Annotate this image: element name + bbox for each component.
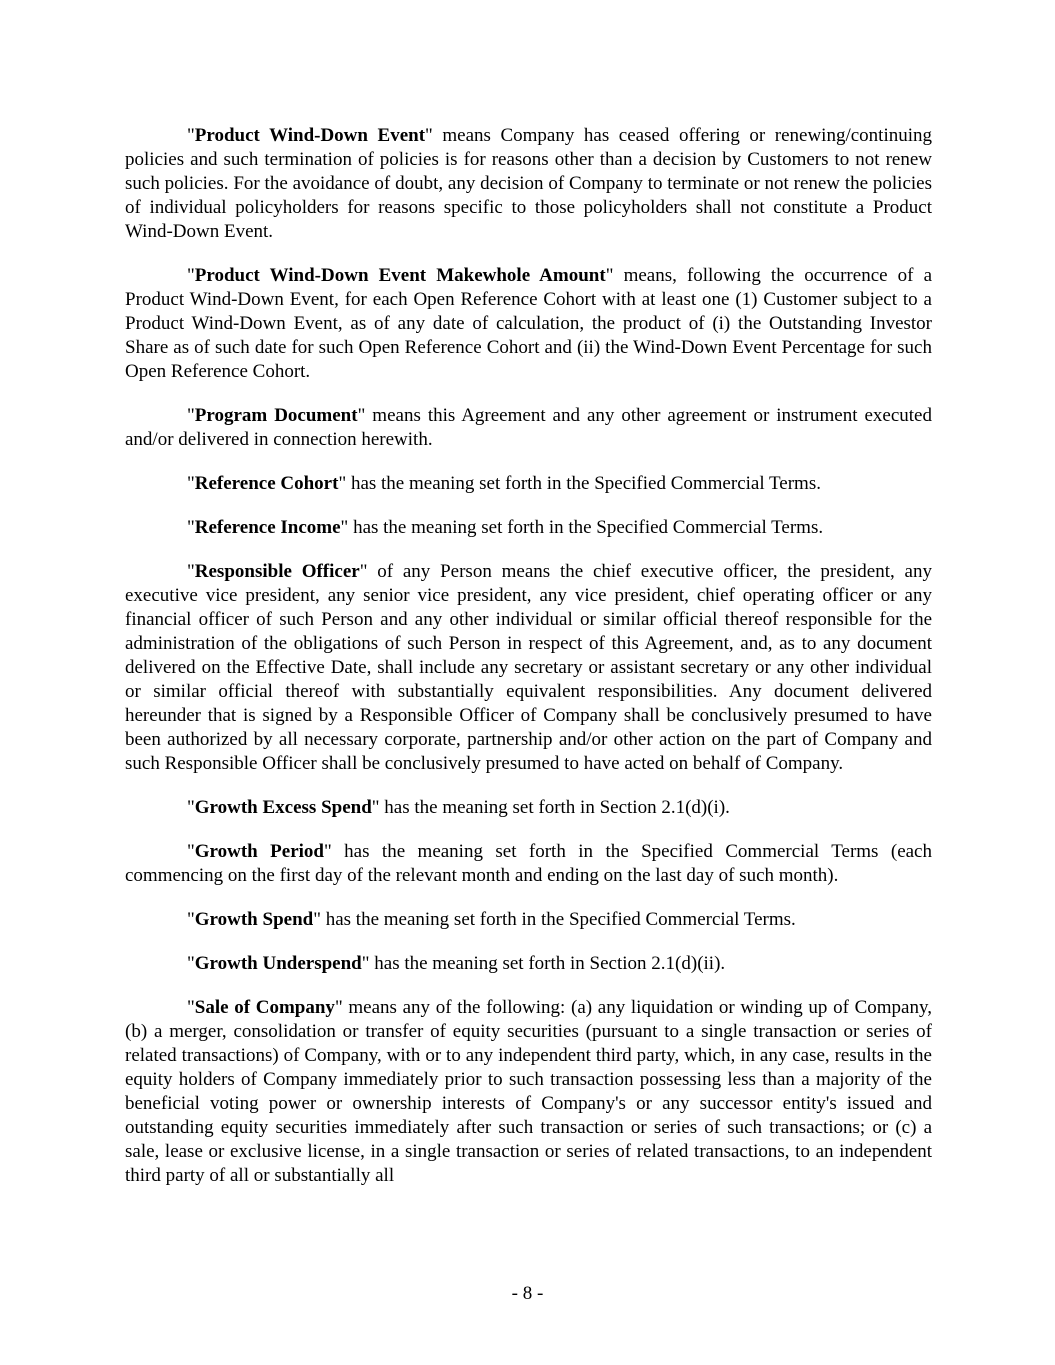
definition-text: has the meaning set forth in Section 2.1(d)(i).	[379, 797, 730, 818]
definition-text: has the meaning set forth in the Specified Commercial Terms.	[320, 909, 796, 930]
document-body	[125, 124, 932, 1208]
definition-paragraph: "Product Wind-Down Event" means Company has ceased offering or renewing/continuing policies and such termination of policies is for reasons other than a decision by Customers to not renew such policies. For the avoidance of doubt, any decision of Company to terminate or not renew the policies of individual policyholders for reasons specific to those policyholders shall not constitute a Product Wind-Down Event.	[125, 125, 933, 242]
defined-term: Reference Income	[194, 517, 341, 538]
definition-text: of any Person means the chief executive officer, the president, any executive vice president, any senior vice president, any vice president, chief operating officer or any financial officer of such Person and any other individual or similar official thereof responsible for the administration of the obligations of such Person in respect of this Agreement, and, as to any document delivered on the Effective Date, shall include any secretary or assistant secretary or any other individual or similar official thereof with substantially equivalent responsibilities. Any document delivered hereunder that is signed by a Responsible Officer of Company shall be conclusively presumed to have been authorized by all necessary corporate, partnership and/or other action on the part of Company and such Responsible Officer shall be conclusively presumed to have acted on behalf of Company.	[125, 561, 932, 774]
definition-paragraph: "Product Wind-Down Event Makewhole Amount" means, following the occurrence of a Product Wind-Down Event, for each Open Reference Cohort with at least one (1) Customer subject to a Product Wind-Down Event, as of any date of calculation, the product of (i) the Outstanding Investor Share as of such date for such Open Reference Cohort and (ii) the Wind-Down Event Percentage for such Open Reference Cohort.	[125, 265, 933, 382]
definition-paragraph: "Program Document" means this Agreement and any other agreement or instrument executed and/or delivered in connection herewith.	[125, 405, 932, 450]
definition-text: means this Agreement and any other agreement or instrument executed and/or delivered in connection herewith.	[125, 405, 932, 450]
defined-term: Sale of Company	[194, 997, 335, 1018]
definition-paragraph: "Growth Excess Spend" has the meaning set forth in Section 2.1(d)(i).	[187, 797, 730, 818]
definition-paragraph: "Growth Period" has the meaning set forth in the Specified Commercial Terms (each commencing on the first day of the relevant month and ending on the last day of such month).	[125, 841, 932, 886]
defined-term: Growth Spend	[194, 909, 314, 930]
definition-paragraph: "Reference Income" has the meaning set forth in the Specified Commercial Terms.	[187, 517, 824, 538]
definition-paragraph: "Growth Underspend" has the meaning set forth in Section 2.1(d)(ii).	[187, 953, 726, 974]
definition-text: has the meaning set forth in the Specified Commercial Terms.	[346, 473, 821, 494]
defined-term: Growth Period	[194, 841, 324, 862]
definition-text: means Company has ceased offering or renewing/continuing policies and such termination of policies is for reasons other than a decision by Customers to not renew such policies. For the avoidance of doubt, any decision of Company to terminate or not renew the policies of individual policyholders for reasons specific to those policyholders shall not constitute a Product Wind-Down Event.	[125, 125, 933, 242]
definition-paragraph: "Sale of Company" means any of the following: (a) any liquidation or winding up of Company, (b) a merger, consolidation or transfer of equity securities (pursuant to a single transaction or series of related transactions) of Company, with or to any independent third party, which, in any case, results in the equity holders of Company immediately prior to such transaction possessing less than a majority of the beneficial voting power or ownership interests of Company's or any successor entity's issued and outstanding equity securities immediately after such transaction or series of such transactions; or (c) a sale, lease or exclusive license, in a single transaction or series of related transactions, to an independent third party of all or substantially all	[125, 997, 932, 1186]
definition-text: has the meaning set forth in the Specified Commercial Terms (each commencing on the first day of the relevant month and ending on the last day of such month).	[125, 841, 932, 886]
definition-text: has the meaning set forth in Section 2.1(d)(ii).	[369, 953, 726, 974]
page-number: - 8 -	[511, 1283, 544, 1304]
defined-term: Product Wind-Down Event	[194, 125, 426, 146]
definition-text: means, following the occurrence of a Product Wind-Down Event, for each Open Reference Cohort with at least one (1) Customer subject to a Product Wind-Down Event, as of any date of calculation, the product of (i) the Outstanding Investor Share as of such date for such Open Reference Cohort and (ii) the Wind-Down Event Percentage for such Open Reference Cohort.	[125, 265, 933, 382]
definition-paragraph: "Reference Cohort" has the meaning set forth in the Specified Commercial Terms.	[187, 473, 821, 494]
definition-paragraph: "Growth Spend" has the meaning set forth in the Specified Commercial Terms.	[187, 909, 796, 930]
definition-text: has the meaning set forth in the Specified Commercial Terms.	[348, 517, 824, 538]
defined-term: Responsible Officer	[194, 561, 360, 582]
defined-term: Program Document	[194, 405, 358, 426]
defined-term: Growth Excess Spend	[194, 797, 372, 818]
defined-term: Product Wind-Down Event Makewhole Amount	[194, 265, 606, 286]
defined-term: Reference Cohort	[194, 473, 339, 494]
defined-term: Growth Underspend	[194, 953, 362, 974]
definition-paragraph: "Responsible Officer" of any Person means the chief executive officer, the president, any executive vice president, any senior vice president, any vice president, chief operating officer or any financial officer of such Person and any other individual or similar official thereof responsible for the administration of the obligations of such Person in respect of this Agreement, and, as to any document delivered on the Effective Date, shall include any secretary or assistant secretary or any other individual or similar official thereof with substantially equivalent responsibilities. Any document delivered hereunder that is signed by a Responsible Officer of Company shall be conclusively presumed to have been authorized by all necessary corporate, partnership and/or other action on the part of Company and such Responsible Officer shall be conclusively presumed to have acted on behalf of Company.	[125, 561, 932, 774]
definition-text: means any of the following: (a) any liquidation or winding up of Company, (b) a merger, consolidation or transfer of equity securities (pursuant to a single transaction or series of related transactions) of Company, with or to any independent third party, which, in any case, results in the equity holders of Company immediately prior to such transaction possessing less than a majority of the beneficial voting power or ownership interests of Company's or any successor entity's issued and outstanding equity securities immediately after such transaction or series of such transactions; or (c) a sale, lease or exclusive license, in a single transaction or series of related transactions, to an independent third party of all or substantially all	[125, 997, 932, 1186]
